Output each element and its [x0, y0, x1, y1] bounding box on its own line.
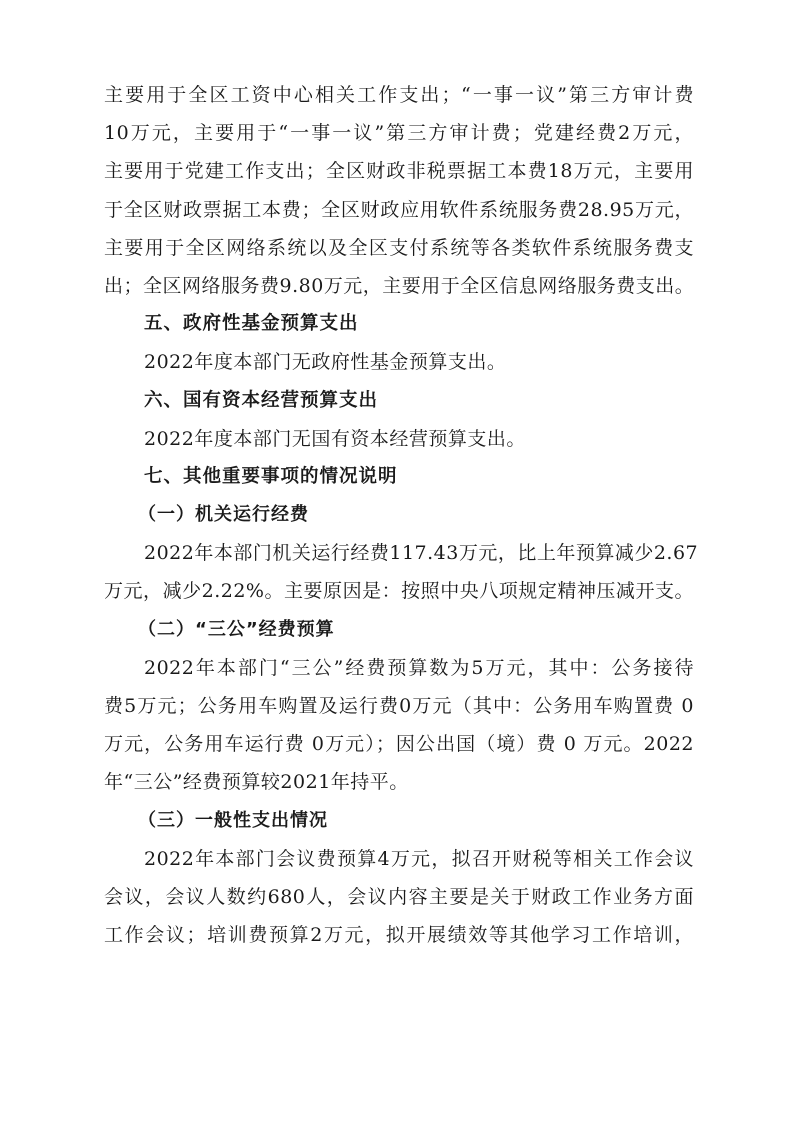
section-heading-state-capital: 六、国有资本经营预算支出 [144, 389, 379, 411]
subsection-heading-general-expenses: （三）一般性支出情况 [138, 809, 328, 831]
body-text-line: 2022年本部门“三公”经费预算数为5万元，其中：公务接待 [144, 656, 694, 679]
body-text-line: 2022年度本部门无政府性基金预算支出。 [144, 351, 507, 374]
section-heading-government-fund: 五、政府性基金预算支出 [144, 313, 359, 335]
body-text-line: 主要用于党建工作支出；全区财政非税票据工本费18万元，主要用 [104, 160, 694, 183]
body-text-line: 会议，会议人数约680人，会议内容主要是关于财政工作业务方面 [104, 885, 694, 908]
body-text-line: 2022年度本部门无国有资本经营预算支出。 [144, 427, 526, 450]
body-text-line: 2022年本部门会议费预算4万元，拟召开财税等相关工作会议 [144, 847, 694, 870]
body-text-line: 费5万元；公务用车购置及运行费0万元（其中：公务用车购置费 0 [104, 695, 694, 717]
subsection-heading-three-public: （二）“三公”经费预算 [138, 618, 335, 640]
body-text-line: 工作会议；培训费预算2万元，拟开展绩效等其他学习工作培训， [104, 924, 694, 947]
body-text-line: 万元，公务用车运行费 0万元）；因公出国（境）费 0 万元。2022 [104, 733, 694, 756]
body-text-line: 万元，减少2.22%。主要原因是：按照中央八项规定精神压减开支。 [104, 580, 694, 603]
body-text-line: 出；全区网络服务费9.80万元，主要用于全区信息网络服务费支出。 [104, 274, 695, 297]
document-page [104, 76, 699, 954]
body-text-line: 年“三公”经费预算较2021年持平。 [104, 771, 409, 794]
body-text-line: 于全区财政票据工本费；全区财政应用软件系统服务费28.95万元， [104, 198, 694, 221]
subsection-heading-operating-costs: （一）机关运行经费 [138, 504, 309, 526]
body-text-line: 主要用于全区网络系统以及全区支付系统等各类软件系统服务费支 [104, 236, 694, 259]
body-text-line: 10万元，主要用于“一事一议”第三方审计费；党建经费2万元， [104, 122, 694, 145]
body-text-line: 2022年本部门机关运行经费117.43万元，比上年预算减少2.67 [144, 542, 699, 565]
body-text-line: 主要用于全区工资中心相关工作支出；“一事一议”第三方审计费 [104, 84, 694, 106]
section-heading-other-matters: 七、其他重要事项的情况说明 [144, 465, 398, 487]
